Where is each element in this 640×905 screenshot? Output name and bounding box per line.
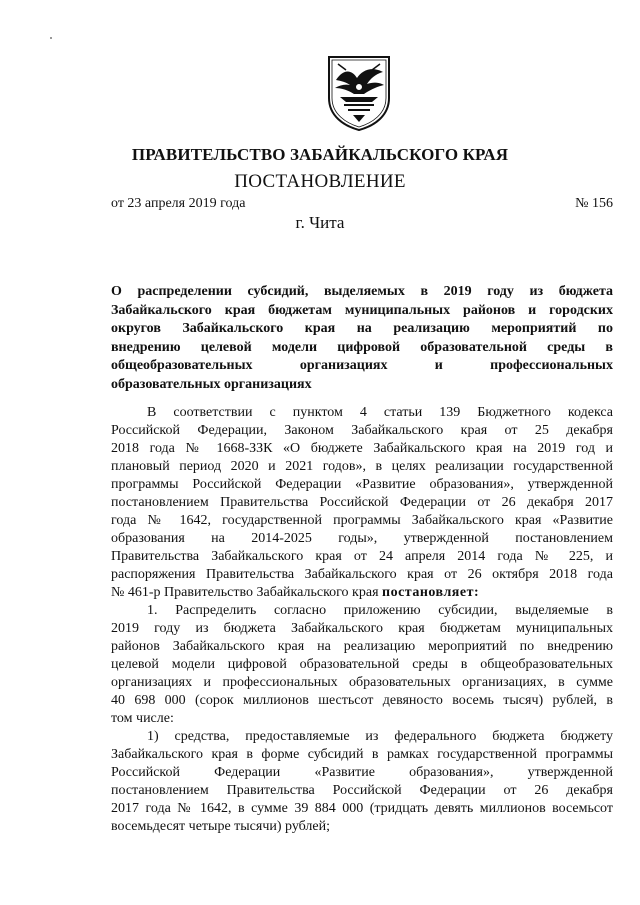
preamble-line: В соответствии с пунктом 4 статьи 139 Бюджетного кодекса xyxy=(147,405,613,420)
item1-line: районов Забайкальского края на реализацию мероприятий по внедрению xyxy=(111,639,613,654)
item1-line: том числе: xyxy=(111,711,174,726)
item1-1-line: постановлением Правительства Российской Федерации от 26 декабря xyxy=(111,783,613,798)
preamble-end-text: № 461-р Правительство Забайкальского края xyxy=(111,585,379,600)
preamble-line: 2018 года № 1668-ЗЗК «О бюджете Забайкальского края на 2019 год и xyxy=(111,441,613,456)
item1-1-line: восемьдесят четыре тысячи) рублей; xyxy=(111,819,331,834)
title-line: внедрению целевой модели цифровой образовательной среды в xyxy=(111,339,613,355)
title-line: Забайкальского края бюджетам муниципальных районов и городских xyxy=(111,302,613,318)
item1-line: 2019 году из бюджета Забайкальского края бюджетам муниципальных xyxy=(111,621,613,636)
document-type: ПОСТАНОВЛЕНИЕ xyxy=(234,171,406,192)
item1-1-line: 1) средства, предоставляемые из федерального бюджета бюджету xyxy=(147,729,613,744)
preamble-line: программы Российской Федерации «Развитие образования», утвержденной xyxy=(111,477,613,492)
item1-1-line: Российской Федерации «Развитие образования», утвержденной xyxy=(111,765,613,780)
item1-line: целевой модели цифровой образовательной среды в общеобразовательных xyxy=(111,657,613,672)
scan-speck xyxy=(50,37,52,39)
preamble-line: года № 1642, государственной программы Забайкальского края «Развитие xyxy=(111,513,613,528)
item1-line: организациях и профессиональных образовательных организациях, в сумме xyxy=(111,675,613,690)
decree-number: № 156 xyxy=(575,196,613,211)
preamble-line: Правительства Забайкальского края от 24 апреля 2014 года № 225, и xyxy=(111,549,613,564)
coat-of-arms-icon xyxy=(326,54,392,132)
title-line: общеобразовательных организациях и профессиональных xyxy=(111,358,613,373)
title-line: образовательных организациях xyxy=(111,376,312,392)
government-name: ПРАВИТЕЛЬСТВО ЗАБАЙКАЛЬСКОГО КРАЯ xyxy=(131,145,509,164)
item1-line: 1. Распределить согласно приложению субсидии, выделяемые в xyxy=(147,603,613,618)
decree-body xyxy=(111,404,613,836)
preamble-line: Российской Федерации, Законом Забайкальского края от 25 декабря xyxy=(111,423,613,438)
preamble-line: образования на 2014-2025 годы», утвержденной постановлением xyxy=(111,531,613,546)
title-line: О распределении субсидий, выделяемых в 2019 году из бюджета xyxy=(111,284,613,299)
item1-1-line: Забайкальского края в форме субсидий в рамках государственной программы xyxy=(111,747,613,762)
decides-keyword: постановляет: xyxy=(382,585,480,600)
title-line: округов Забайкальского края на реализацию мероприятий по xyxy=(111,321,613,336)
preamble-line: распоряжения Правительства Забайкальского края от 26 октября 2018 года xyxy=(111,567,613,582)
preamble-line: постановлением Правительства Российской Федерации от 26 декабря 2017 xyxy=(111,495,613,510)
decree-date: от 23 апреля 2019 года xyxy=(111,196,246,211)
preamble-line: плановый период 2020 и 2021 годов», в целях реализации государственной xyxy=(111,459,613,474)
decree-city: г. Чита xyxy=(295,213,345,232)
item1-1-line: 2017 года № 1642, в сумме 39 884 000 (тридцать девять миллионов восемьсот xyxy=(111,801,613,816)
decree-title xyxy=(111,283,613,394)
item1-line: 40 698 000 (сорок миллионов шестьсот девяносто восемь тысяч) рублей, в xyxy=(111,693,613,708)
preamble-final-line xyxy=(111,584,613,602)
